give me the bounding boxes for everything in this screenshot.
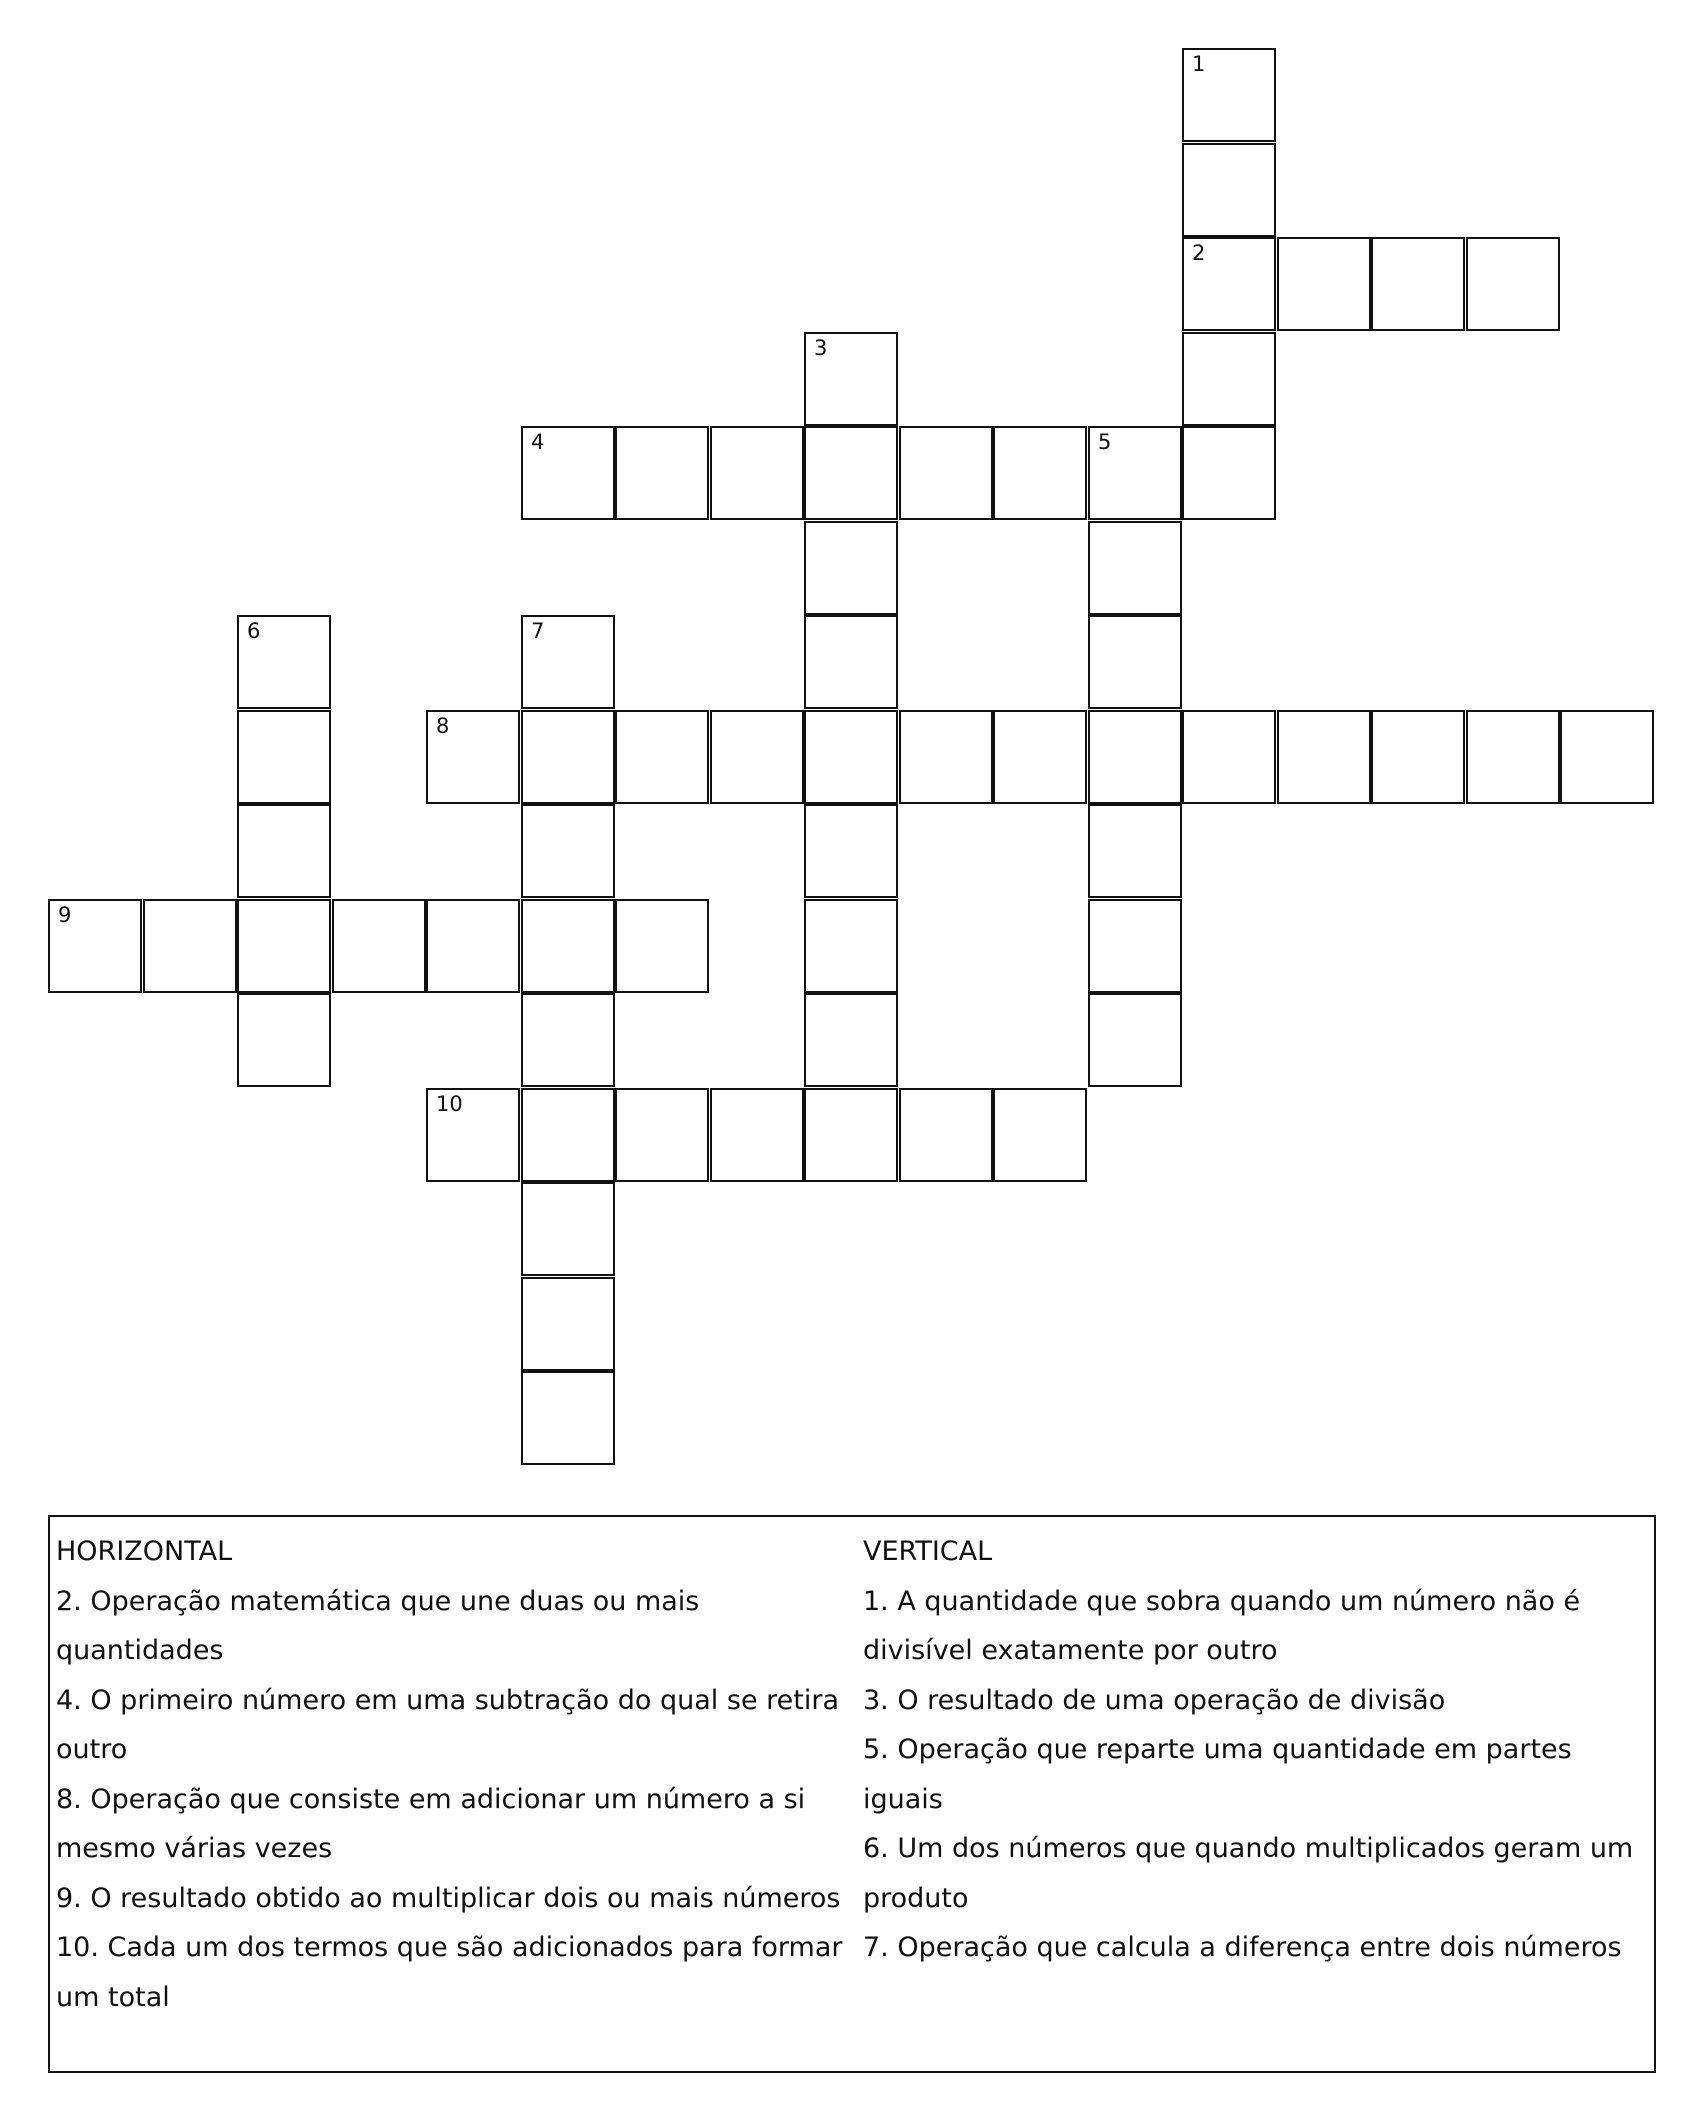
crossword-cell[interactable]	[1088, 899, 1182, 993]
crossword-cell[interactable]	[1088, 615, 1182, 709]
down-clues-column	[863, 1527, 1653, 1973]
crossword-cell[interactable]	[804, 426, 898, 520]
crossword-cell[interactable]	[899, 710, 993, 804]
clue-number: 8	[436, 714, 450, 738]
crossword-cell[interactable]	[521, 804, 615, 898]
across-heading: HORIZONTAL	[56, 1536, 233, 1567]
crossword-cell[interactable]	[237, 993, 331, 1087]
across-clues-column	[56, 1527, 856, 2022]
crossword-cell[interactable]	[993, 426, 1087, 520]
crossword-cell[interactable]	[1088, 804, 1182, 898]
down-heading: VERTICAL	[863, 1536, 993, 1567]
crossword-cell[interactable]	[615, 710, 709, 804]
clue-number: 2	[1192, 241, 1206, 265]
crossword-cell[interactable]	[237, 899, 331, 993]
crossword-cell[interactable]	[1182, 710, 1276, 804]
crossword-cell[interactable]	[615, 1088, 709, 1182]
crossword-cell[interactable]	[1371, 710, 1465, 804]
crossword-cell[interactable]	[521, 710, 615, 804]
crossword-cell[interactable]	[1466, 710, 1560, 804]
crossword-cell[interactable]	[804, 993, 898, 1087]
across-clue-10: 10. Cada um dos termos que são adicionados para formar um total	[56, 1932, 843, 2013]
crossword-cell[interactable]	[1560, 710, 1654, 804]
crossword-cell[interactable]	[615, 899, 709, 993]
crossword-cell[interactable]	[332, 899, 426, 993]
down-clue-3: 3. O resultado de uma operação de divisão	[863, 1684, 1446, 1716]
crossword-cell[interactable]	[1182, 48, 1276, 142]
clue-number: 9	[58, 903, 72, 927]
crossword-cell[interactable]	[1088, 521, 1182, 615]
clue-number: 10	[436, 1092, 463, 1116]
crossword-cell[interactable]	[1182, 426, 1276, 520]
crossword-cell[interactable]	[804, 521, 898, 615]
crossword-cell[interactable]	[1466, 237, 1560, 331]
crossword-cell[interactable]	[521, 615, 615, 709]
crossword-cell[interactable]	[143, 899, 237, 993]
crossword-cell[interactable]	[615, 426, 709, 520]
crossword-cell[interactable]	[993, 710, 1087, 804]
crossword-cell[interactable]	[1182, 237, 1276, 331]
crossword-cell[interactable]	[237, 804, 331, 898]
crossword-cell[interactable]	[521, 1182, 615, 1276]
crossword-cell[interactable]	[237, 710, 331, 804]
clue-number: 7	[531, 619, 545, 643]
crossword-cell[interactable]	[521, 1371, 615, 1465]
crossword-cell[interactable]	[521, 899, 615, 993]
crossword-cell[interactable]	[804, 1088, 898, 1182]
crossword-cell[interactable]	[899, 1088, 993, 1182]
clue-number: 3	[814, 336, 828, 360]
crossword-cell[interactable]	[426, 710, 520, 804]
crossword-cell[interactable]	[426, 1088, 520, 1182]
crossword-cell[interactable]	[710, 710, 804, 804]
crossword-cell[interactable]	[521, 993, 615, 1087]
crossword-cell[interactable]	[48, 899, 142, 993]
crossword-cell[interactable]	[993, 1088, 1087, 1182]
down-clue-6: 6. Um dos números que quando multiplicados geram um produto	[863, 1833, 1634, 1914]
crossword-cell[interactable]	[804, 804, 898, 898]
clue-number: 4	[531, 430, 545, 454]
crossword-cell[interactable]	[521, 426, 615, 520]
crossword-cell[interactable]	[521, 1088, 615, 1182]
crossword-cell[interactable]	[237, 615, 331, 709]
crossword-cell[interactable]	[804, 332, 898, 426]
down-clue-5: 5. Operação que reparte uma quantidade em partes iguais	[863, 1734, 1572, 1815]
clue-box	[48, 1515, 1656, 2073]
crossword-cell[interactable]	[1088, 710, 1182, 804]
crossword-cell[interactable]	[1182, 143, 1276, 237]
crossword-cell[interactable]	[710, 1088, 804, 1182]
crossword-cell[interactable]	[1182, 332, 1276, 426]
across-clue-2: 2. Operação matemática que une duas ou mais quantidades	[56, 1585, 700, 1666]
crossword-cell[interactable]	[1088, 426, 1182, 520]
crossword-cell[interactable]	[804, 615, 898, 709]
crossword-cell[interactable]	[1277, 710, 1371, 804]
across-clue-4: 4. O primeiro número em uma subtração do qual se retira outro	[56, 1684, 839, 1765]
down-clue-1: 1. A quantidade que sobra quando um número não é divisível exatamente por outro	[863, 1585, 1581, 1666]
across-clue-8: 8. Operação que consiste em adicionar um número a si mesmo várias vezes	[56, 1783, 806, 1864]
crossword-cell[interactable]	[804, 899, 898, 993]
crossword-cell[interactable]	[710, 426, 804, 520]
crossword-cell[interactable]	[521, 1277, 615, 1371]
crossword-cell[interactable]	[426, 899, 520, 993]
clue-number: 5	[1098, 430, 1112, 454]
crossword-cell[interactable]	[899, 426, 993, 520]
crossword-cell[interactable]	[1371, 237, 1465, 331]
crossword-cell[interactable]	[804, 710, 898, 804]
crossword-cell[interactable]	[1277, 237, 1371, 331]
crossword-cell[interactable]	[1088, 993, 1182, 1087]
across-clue-9: 9. O resultado obtido ao multiplicar dois ou mais números	[56, 1882, 841, 1914]
clue-number: 6	[247, 619, 261, 643]
clue-number: 1	[1192, 52, 1206, 76]
down-clue-7: 7. Operação que calcula a diferença entre dois números	[863, 1932, 1622, 1963]
